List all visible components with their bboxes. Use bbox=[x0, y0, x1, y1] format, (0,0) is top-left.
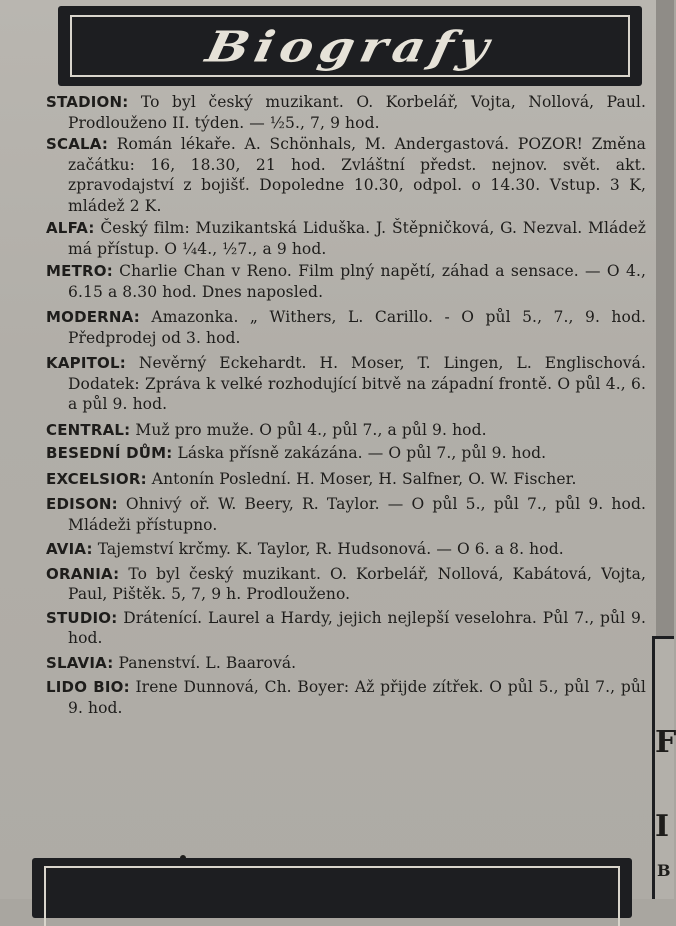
cinema-name: KAPITOL: bbox=[46, 354, 126, 372]
cinema-name: ALFA: bbox=[46, 219, 95, 237]
listing-text: Drátenící. Laurel a Hardy, jejich nejlepší veselohra. Půl 7., půl 9. hod. bbox=[68, 608, 646, 647]
listing-text: Tajemství krčmy. K. Taylor, R. Hudsonová. — O 6. a 8. hod. bbox=[92, 540, 564, 558]
listing-alfa bbox=[46, 218, 646, 259]
adjacent-letter: B bbox=[657, 861, 671, 880]
listing-text: Román lékaře. A. Schönhals, M. Andergastová. POZOR! Změna začátku: 16, 18.30, 21 hod. Zvláštní předst. nejnov. svět. akt. zpravodajství z bojišť. Dopoledne 10.30, odpol. o 14.30. Vstup. 3 K, mládež 2 K. bbox=[68, 135, 646, 215]
header-frame bbox=[70, 15, 630, 77]
cinema-name: CENTRAL: bbox=[46, 420, 131, 439]
adjacent-letter: F bbox=[655, 725, 676, 760]
cinema-name: SCALA: bbox=[46, 135, 109, 153]
adjacent-letter: I bbox=[655, 809, 670, 844]
listing-orania bbox=[46, 564, 646, 605]
cinema-listings bbox=[46, 92, 646, 720]
listing-text: Panenství. L. Baarová. bbox=[113, 653, 297, 672]
listing-scala bbox=[46, 134, 646, 216]
listing-besedni-dum bbox=[46, 443, 646, 464]
cinema-name: AVIA: bbox=[46, 540, 93, 558]
listing-central bbox=[46, 420, 646, 441]
listing-stadion bbox=[46, 92, 646, 133]
listing-text: Muž pro muže. O půl 4., půl 7., a půl 9. hod. bbox=[130, 420, 487, 439]
listing-text: Láska přísně zakázána. — O půl 7., půl 9. hod. bbox=[172, 444, 547, 462]
cinema-name: SLAVIA: bbox=[46, 653, 114, 672]
section-header-banner bbox=[58, 6, 642, 86]
listing-studio bbox=[46, 608, 646, 649]
cinema-name: MODERNA: bbox=[46, 308, 140, 326]
listing-slavia bbox=[46, 653, 646, 674]
listing-text: Amazonka. „ Withers, L. Carillo. - O půl 5., 7., 9. hod. Předprodej od 3. hod. bbox=[68, 308, 646, 347]
cinema-name: STADION: bbox=[46, 93, 129, 111]
listing-excelsior bbox=[46, 469, 646, 490]
cinema-name: EXCELSIOR: bbox=[46, 469, 147, 488]
listing-lido-bio bbox=[46, 677, 646, 718]
listing-text: Nevěrný Eckehardt. H. Moser, T. Lingen, L. Englischová. Dodatek: Zpráva k velké rozhodující bitvě na západní frontě. O půl 4., 6. a půl 9. hod. bbox=[68, 354, 646, 413]
listing-moderna bbox=[46, 307, 646, 348]
listing-text: Ohnivý oř. W. Beery, R. Taylor. — O půl 5., půl 7., půl 9. hod. Mládeži přístupno. bbox=[68, 495, 646, 534]
cinema-name: LIDO BIO: bbox=[46, 678, 130, 696]
cinema-name: METRO: bbox=[46, 262, 113, 280]
listing-text: Charlie Chan v Reno. Film plný napětí, záhad a sensace. — O 4., 6.15 a 8.30 hod. Dnes naposled. bbox=[68, 262, 646, 301]
next-section-banner bbox=[32, 858, 632, 918]
listing-avia bbox=[46, 539, 646, 560]
cinema-name: BESEDNÍ DŮM: bbox=[46, 444, 173, 462]
listing-text: Český film: Muzikantská Liduška. J. Štěpničková, G. Nezval. Mládež má přístup. O ¼4., ½7., a 9 hod. bbox=[68, 219, 646, 258]
section-title: Biografy bbox=[201, 20, 499, 72]
listing-text: To byl český muzikant. O. Korbelář, Vojta, Nollová, Paul. Prodlouženo II. týden. — ½5., 7, 9 hod. bbox=[68, 93, 646, 132]
cinema-name: STUDIO: bbox=[46, 608, 118, 627]
listing-metro bbox=[46, 261, 646, 302]
listing-text: Antonín Poslední. H. Moser, H. Salfner, O. W. Fischer. bbox=[146, 469, 577, 488]
cinema-name: EDISON: bbox=[46, 495, 118, 513]
listing-kapitol bbox=[46, 353, 646, 415]
adjacent-column-box bbox=[652, 636, 674, 899]
cinema-name: ORANIA: bbox=[46, 564, 120, 583]
listing-text: To byl český muzikant. O. Korbelář, Nollová, Kabátová, Vojta, Paul, Pištěk. 5, 7, 9 h. Prodlouženo. bbox=[68, 564, 646, 603]
listing-text: Irene Dunnová, Ch. Boyer: Až přijde zítřek. O půl 5., půl 7., půl 9. hod. bbox=[68, 678, 646, 717]
next-section-frame bbox=[44, 866, 620, 926]
listing-edison bbox=[46, 494, 646, 535]
